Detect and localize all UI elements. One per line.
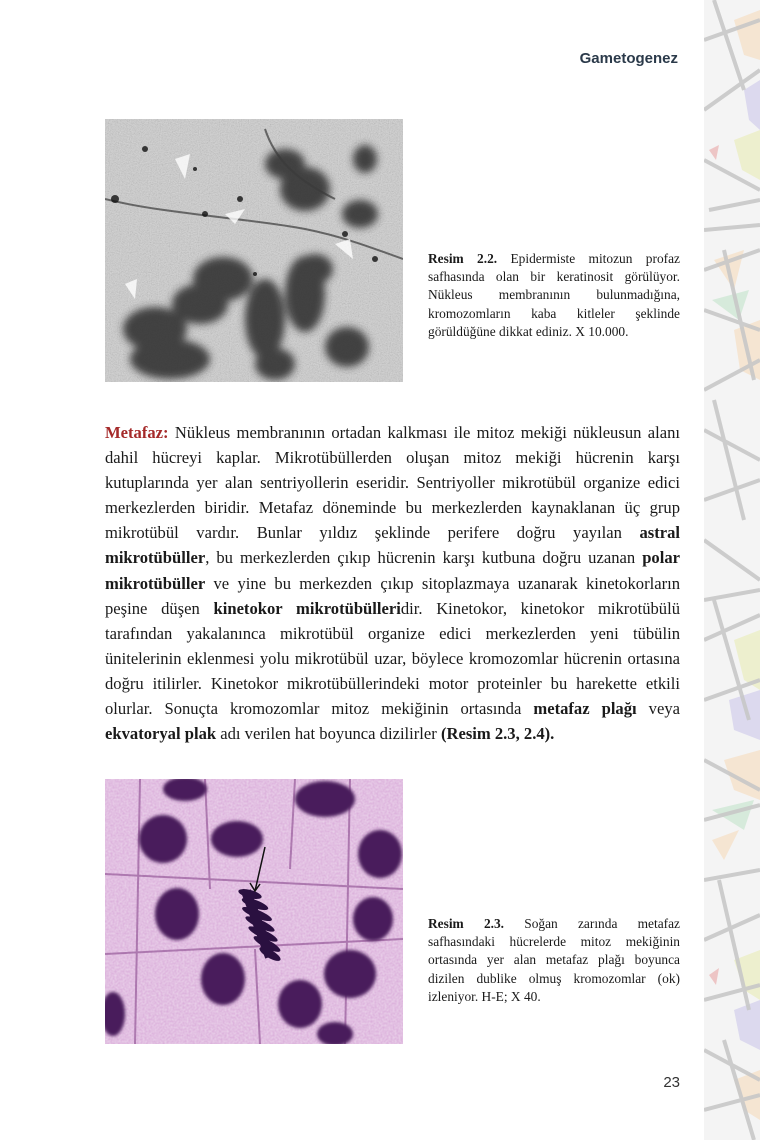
- body-segment: dir. Kinetokor, kinetokor mikrotübülü tarafından yakalanınca mikrotübül organize edici merkezlerden yeni tübülin ünitelerinin eklenmesi yolu mikrotübül uzar, böylece kromozomlar hücrenin ortasına doğru itilirler. Kinetokor mikrotübüllerindeki motor proteinler bu harekette etkili olurlar. Sonuçta kromozomlar mitoz mekiğinin ortasında: [105, 598, 680, 719]
- term-polar-mikrotubuller: polar mikrotübüller: [105, 548, 680, 593]
- figure-electron-micrograph: [105, 119, 403, 382]
- term-metafaz-plagi: metafaz plağı: [533, 699, 637, 719]
- body-paragraph-metafaz: [105, 420, 680, 746]
- term-ekvatoryal-plak: ekvatoryal plak: [105, 724, 217, 744]
- running-title: Gametogenez: [579, 50, 678, 67]
- term-kinetokor-mikrotubulleri: kinetokor mikrotübülleri: [213, 598, 401, 618]
- caption-text: Epidermiste mitozun profaz safhasında olan bir keratinosit görülüyor. Nükleus membranının bulunmadığına, kromozomların kaba kitleler şeklinde görüldüğüne dikkat ediniz. X 10.000.: [428, 251, 680, 339]
- caption-label: Resim 2.2.: [428, 251, 498, 266]
- caption-label: Resim 2.3.: [428, 916, 505, 931]
- term-astral-mikrotubuller: astral mikrotübüller: [105, 523, 680, 568]
- figure-caption-2-3: [428, 915, 680, 1006]
- figure-light-micrograph: [105, 779, 403, 1044]
- figure-reference: (Resim 2.3, 2.4).: [440, 724, 555, 744]
- decorative-side-pattern: [704, 0, 760, 1140]
- stained-glass-pattern-icon: [704, 0, 760, 1140]
- body-segment: ve yine bu merkezden çıkıp sitoplazmaya uzanarak kinetokorların peşine düşen: [105, 573, 680, 618]
- lead-term: Metafaz:: [105, 423, 169, 442]
- figure-caption-2-2: [428, 250, 680, 341]
- metaphase-micrograph-image: [105, 779, 403, 1044]
- caption-text: Soğan zarında metafaz safhasındaki hücrelerde mitoz mekiğinin ortasında yer alan metafaz plağı boyunca dizilen dublike olmuş kromozomlar (ok) izleniyor. H-E; X 40.: [428, 916, 680, 1004]
- body-segment: , bu merkezlerden çıkıp hücrenin karşı kutbuna doğru uzanan: [205, 548, 643, 568]
- body-segment: adı verilen hat boyunca dizilirler: [216, 724, 441, 744]
- body-segment: Nükleus membranının ortadan kalkması ile mitoz mekiği nükleusun alanı dahil hücreyi kaplar. Mikrotübüllerden oluşan mitoz mekiği hücrenin karşı kutuplarında yer alan sentriyollerin eseridir. Sentriyoller mikrotübül organize edici merkezlerden biridir. Metafaz döneminde bu merkezlerden kaynaklanan üç grup mikrotübül vardır. Bunlar yıldız şeklinde perifere doğru yayılan: [105, 423, 680, 543]
- body-segment: veya: [636, 699, 680, 719]
- prophase-micrograph-image: [105, 119, 403, 382]
- page-number: 23: [663, 1074, 680, 1091]
